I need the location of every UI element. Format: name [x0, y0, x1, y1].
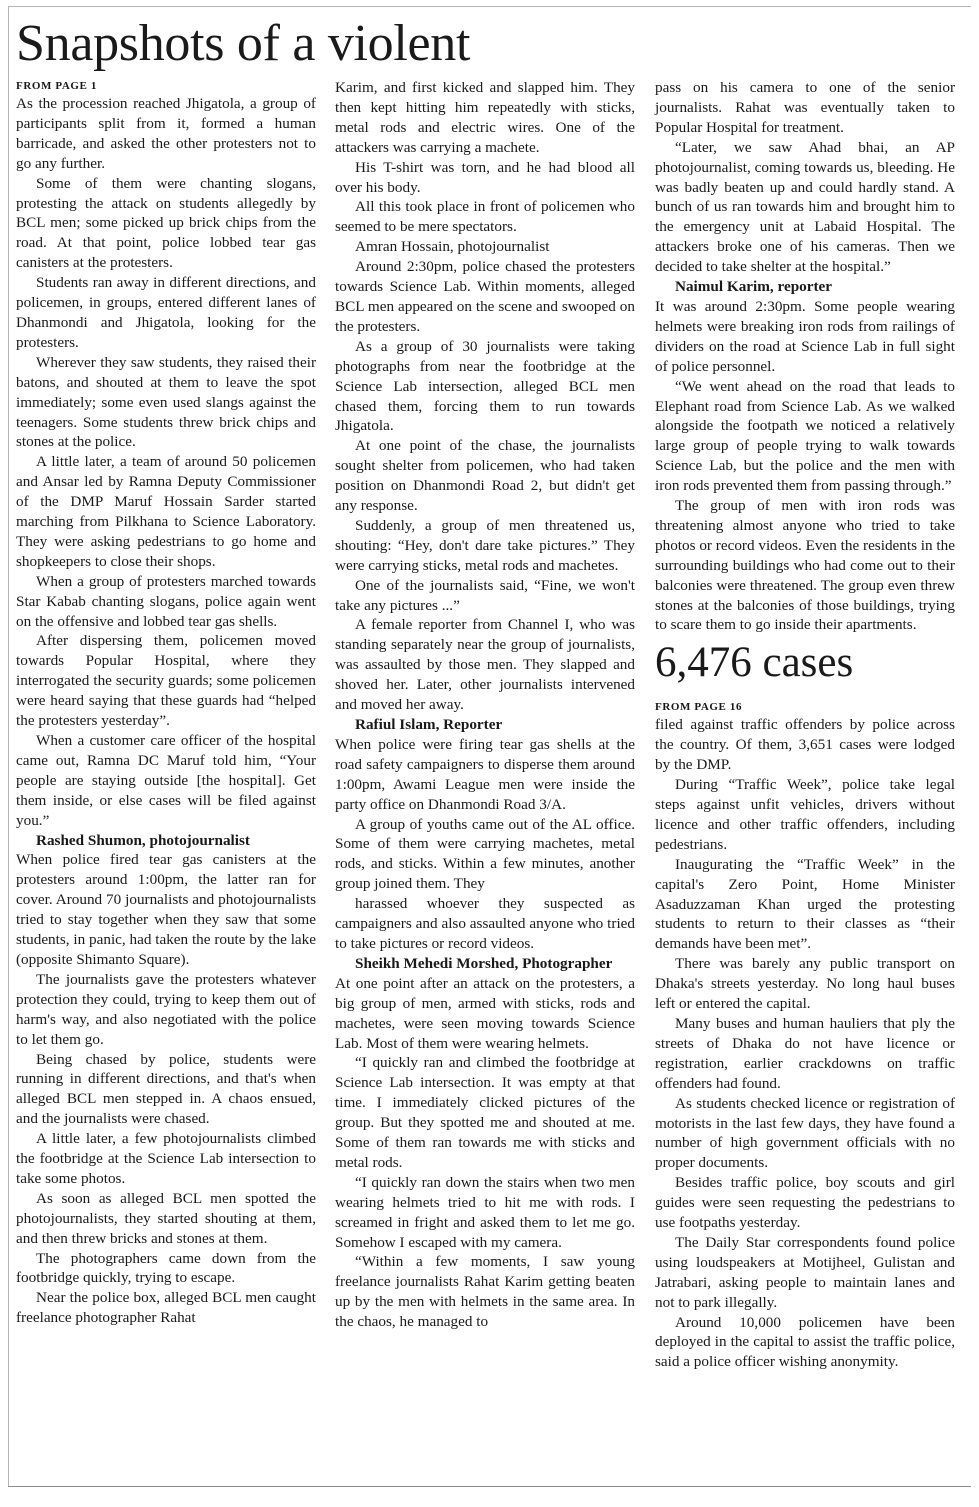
paragraph: “Within a few moments, I saw young freelance journalists Rahat Karim getting beaten up by the men with helmets in the same area. In the chaos, he managed to	[335, 1253, 635, 1331]
paragraph: “Later, we saw Ahad bhai, an AP photojournalist, coming towards us, bleeding. He was badly beaten up and could hardly stand. A bunch of us ran towards him and brought him to the emergency unit at Labaid Hospital. The attackers broke one of his cameras. Then we decided to take shelter at the hospital.”	[655, 138, 955, 276]
paragraph: Besides traffic police, boy scouts and girl guides were seen requesting the pedestrians to use footpaths yesterday.	[655, 1174, 955, 1232]
paragraph: The group of men with iron rods was threatening almost anyone who tried to take photos or record videos. Even the residents in the surrounding buildings who had come out to their balconies were threatened. The group even threw stones at the balconies of those buildings, trying to scare them to go inside their apartments.	[655, 497, 955, 634]
jump-kicker: FROM PAGE 16	[655, 701, 743, 714]
paragraph: Wherever they saw students, they raised their batons, and shouted at them to leave the spot immediately; some even used slangs against the teenagers. Some students threw brick chips and stones at the police.	[16, 353, 316, 451]
bottom-rule	[8, 1486, 971, 1487]
paragraph: filed against traffic offenders by police across the country. Of them, 3,651 cases were lodged by the DMP.	[655, 716, 955, 774]
paragraph: As students checked licence or registration of motorists in the last few days, they have found a number of high government officials with no proper documents.	[655, 1094, 955, 1172]
paragraph: “I quickly ran and climbed the footbridge at Science Lab intersection. It was empty at that time. I immediately clicked pictures of the group. But they spotted me and shouted at me. Some of them ran towards me with sticks and metal rods.	[335, 1054, 635, 1171]
byline-sheikh-mehedi-morshed: Sheikh Mehedi Morshed, Photographer	[355, 954, 613, 972]
column-1	[16, 78, 316, 1328]
paragraph: Karim, and first kicked and slapped him. They then kept hitting him repeatedly with sticks, metal rods and electric wires. One of the attackers was carrying a machete.	[335, 79, 635, 156]
paragraph: After dispersing them, policemen moved towards Popular Hospital, where they interrogated the security guards; some policemen were heard saying that these guards had “helped the protesters yesterday”.	[16, 632, 316, 730]
paragraph: A female reporter from Channel I, who was standing separately near the group of journalists, was assaulted by those men. They slapped and shoved her. Later, other journalists intervened and moved her away.	[335, 616, 635, 714]
byline-naimul-karim: Naimul Karim, reporter	[675, 278, 833, 296]
byline-rafiul-islam: Rafiul Islam, Reporter	[355, 716, 503, 733]
paragraph: Around 10,000 policemen have been deployed in the capital to assist the traffic police, said a police officer wishing anonymity.	[655, 1313, 955, 1371]
paragraph: A group of youths came out of the AL office. Some of them were carrying machetes, metal rods, and sticks. Within a few minutes, another group joined them. They	[335, 815, 635, 893]
paragraph: When police were firing tear gas shells at the road safety campaigners to disperse them around 1:00pm, Awami League men were inside the party office on Dhanmondi Road 3/A.	[335, 735, 635, 813]
paragraph: The journalists gave the protesters whatever protection they could, trying to keep them out of harm's way, and also negotiated with the police to let them go.	[16, 970, 316, 1048]
paragraph: Around 2:30pm, police chased the protesters towards Science Lab. Within moments, alleged BCL men appeared on the scene and swooped on the protesters.	[335, 258, 635, 335]
jump-kicker: FROM PAGE 1	[16, 80, 97, 92]
paragraph: Students ran away in different directions, and policemen, in groups, entered different lanes of Dhanmondi and Jhigatola, looking for the protesters.	[16, 274, 316, 351]
paragraph: Amran Hossain, photojournalist	[355, 238, 550, 256]
paragraph: When police fired tear gas canisters at the protesters around 1:00pm, the latter ran for cover. Around 70 journalists and photojournalists tried to stay together when they saw that some students, in panic, had taken the route by the lake (opposite Shimanto Square).	[16, 851, 316, 968]
paragraph: When a group of protesters marched towards Star Kabab chanting slogans, police again went on the offensive and lobbed tear gas shells.	[16, 572, 316, 630]
paragraph: Some of them were chanting slogans, protesting the attack on students allegedly by BCL men; some picked up brick chips from the road. At that point, police lobbed tear gas canisters at the protesters.	[16, 174, 316, 272]
paragraph: A little later, a few photojournalists climbed the footbridge at the Science Lab intersection to take some photos.	[16, 1130, 316, 1187]
byline-rashed-shumon: Rashed Shumon, photojournalist	[36, 831, 250, 849]
paragraph: As the procession reached Jhigatola, a group of participants split from it, formed a human barricade, and asked the other protesters not to go any further.	[16, 95, 316, 172]
column-2	[335, 78, 635, 1332]
cases-headline: 6,476 cases	[655, 639, 854, 687]
paragraph: Suddenly, a group of men threatened us, shouting: “Hey, don't dare take pictures.” They were carrying sticks, metal rods and machetes.	[335, 516, 635, 574]
left-rule	[8, 6, 9, 1486]
paragraph: His T-shirt was torn, and he had blood all over his body.	[335, 158, 635, 196]
paragraph: At one point after an attack on the protesters, a big group of men, armed with sticks, rods and machetes, were seen moving towards Science Lab. Most of them were wearing helmets.	[335, 974, 635, 1052]
paragraph: harassed whoever they suspected as campaigners and also assaulted anyone who tried to take pictures or record videos.	[335, 895, 635, 952]
paragraph: “We went ahead on the road that leads to Elephant road from Science Lab. As we walked alongside the footpath we noticed a relatively large group of people trying to walk towards Science Lab, but the police and the men with iron rods prevented them from passing through.”	[655, 377, 955, 495]
column-3	[655, 78, 955, 1372]
paragraph: There was barely any public transport on Dhaka's streets yesterday. No long haul buses left or entered the capital.	[655, 955, 955, 1013]
paragraph: At one point of the chase, the journalists sought shelter from policemen, who had taken position on Dhanmondi Road 2, but didn't get any response.	[335, 437, 635, 515]
paragraph: As soon as alleged BCL men spotted the photojournalists, they started shouting at them, and then threw bricks and stones at them.	[16, 1189, 316, 1247]
paragraph: As a group of 30 journalists were taking photographs from near the footbridge at the Science Lab intersection, alleged BCL men chased them, forcing them to run towards Jhigatola.	[335, 337, 635, 435]
paragraph: The photographers came down from the footbridge quickly, trying to escape.	[16, 1249, 316, 1287]
paragraph: It was around 2:30pm. Some people wearing helmets were breaking iron rods from railings of dividers on the road at Science Lab in full sight of police personnel.	[655, 297, 955, 375]
paragraph: When a customer care officer of the hospital came out, Ramna DC Maruf told him, “Your people are staying outside [the hospital]. Get them inside, or else cases will be filed against you.”	[16, 732, 316, 829]
paragraph: Many buses and human hauliers that ply the streets of Dhaka do not have licence or registration, earlier crackdowns on traffic offenders had found.	[655, 1014, 955, 1092]
paragraph: pass on his camera to one of the senior journalists. Rahat was eventually taken to Popular Hospital for treatment.	[655, 79, 955, 136]
paragraph: One of the journalists said, “Fine, we won't take any pictures ...”	[335, 576, 635, 614]
paragraph: During “Traffic Week”, police take legal steps against unfit vehicles, drivers without licence and other traffic offenders, including pedestrians.	[655, 776, 955, 853]
paragraph: Inaugurating the “Traffic Week” in the capital's Zero Point, Home Minister Asaduzzaman Khan urged the protesting students to return to their classes as “their demands have been met”.	[655, 855, 955, 953]
top-rule	[8, 6, 971, 7]
paragraph: The Daily Star correspondents found police using loudspeakers at Motijheel, Gulistan and Jatrabari, asking people to maintain lanes and not to park illegally.	[655, 1233, 955, 1311]
paragraph: “I quickly ran down the stairs when two men wearing helmets tried to hit me with rods. I screamed in fright and asked them to let me go. Somehow I escaped with my camera.	[335, 1173, 635, 1251]
article-headline: Snapshots of a violent	[16, 15, 471, 72]
paragraph: Being chased by police, students were running in different directions, and that's when alleged BCL men stepped in. A chaos ensued, and the journalists were chased.	[16, 1050, 316, 1128]
paragraph: Near the police box, alleged BCL men caught freelance photographer Rahat	[16, 1289, 316, 1327]
paragraph: A little later, a team of around 50 policemen and Ansar led by Ramna Deputy Commissioner of the DMP Maruf Hossain Sarder started marching from Pilkhana to Science Laboratory. They were asking pedestrians to go home and shopkeepers to close their shops.	[16, 453, 316, 570]
paragraph: All this took place in front of policemen who seemed to be mere spectators.	[335, 198, 635, 236]
